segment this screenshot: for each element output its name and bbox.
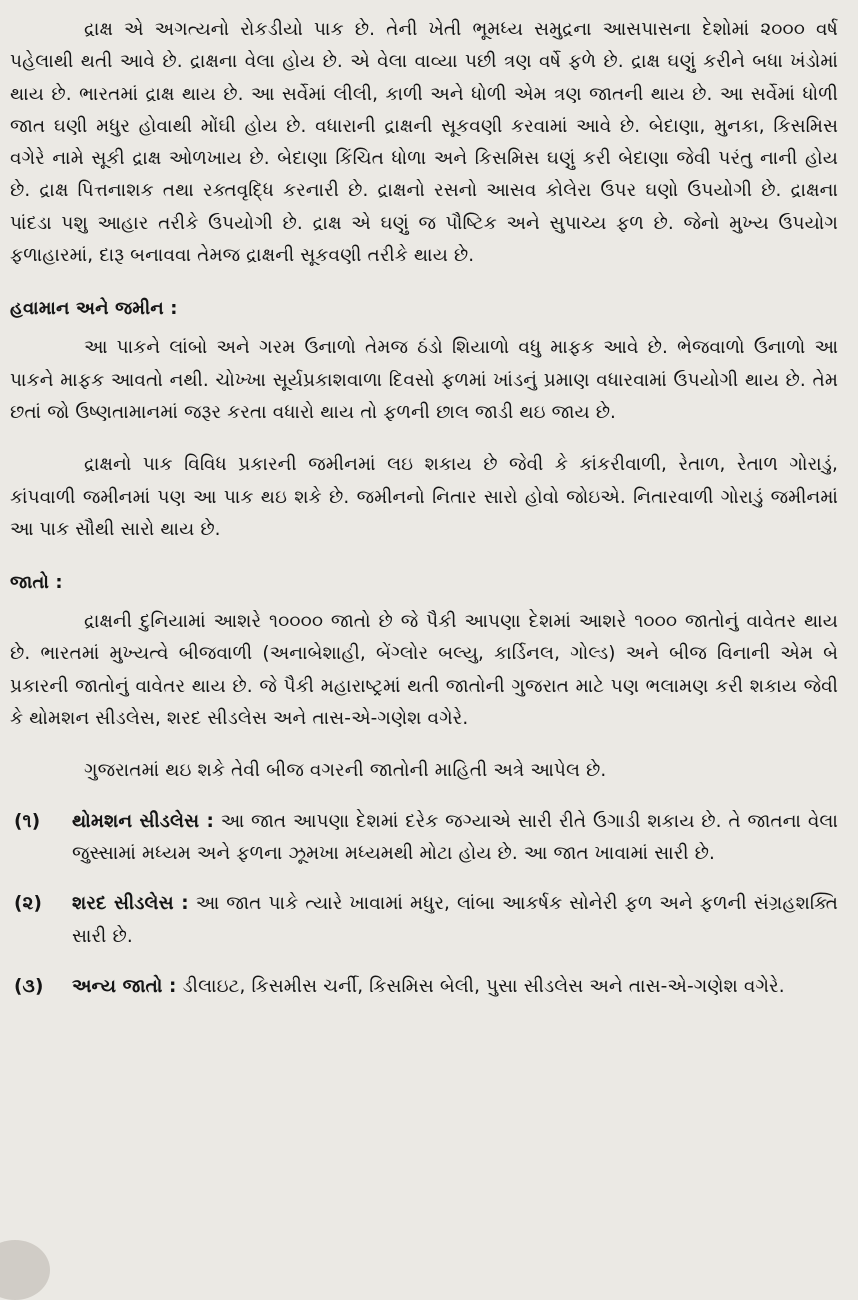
variety-description: આ જાત આપણા દેશમાં દરેક જગ્યાએ સારી રીતે ઉગાડી શકાય છે. તે જાતના વેલા જુસ્સામાં મધ્યમ અને ફળના ઝૂમખા મધ્યમથી મોટા હોય છે. આ જાત ખાવામાં સારી છે. [72,810,838,864]
variety-name: થોમશન સીડલેસ : [72,810,214,832]
list-item [10,888,838,953]
climate-heading: હવામાન અને જમીન : [10,298,178,320]
variety-description: આ જાત પાકે ત્યારે ખાવામાં મધુર, લાંબા આકર્ષક સોનેરી ફળ અને ફળની સંગ્રહશક્તિ સારી છે. [72,893,838,947]
list-item-body [72,971,838,1003]
variety-name: શરદ સીડલેસ : [72,893,189,915]
varieties-paragraph-2: ગુજરાતમાં થઇ શકે તેવી બીજ વગરની જાતોની માહિતી અત્રે આપેલ છે. [84,760,607,782]
variety-name: અન્ય જાતો : [72,975,177,997]
list-item-number: (૨) [14,893,43,915]
varieties-paragraph-1: દ્રાક્ષની દુનિયામાં આશરે ૧૦૦૦૦ જાતો છે જે પૈકી આપણા દેશમાં આશરે ૧૦૦૦ જાતોનું વાવેતર થાય છે. ભારતમાં મુખ્યત્વે બીજવાળી (અનાબેશાહી, બેંગ્લોર બલ્યુ, કાર્ડિનલ, ગોલ્ડ) અને બીજ વિનાની એમ બે પ્રકારની જાતોનું વાવેતર થાય છે. જે પૈકી મહારાષ્ટ્રમાં થતી જાતોની ગુજરાત માટે પણ ભલામણ કરી શકાય જેવી કે થોમશન સીડલેસ, શરદ સીડલેસ અને તાસ-એ-ગણેશ વગેરે. [10,611,838,730]
document-page [10,14,838,1003]
soil-paragraph: દ્રાક્ષનો પાક વિવિધ પ્રકારની જમીનમાં લઇ શકાય છે જેવી કે કાંકરીવાળી, રેતાળ, રેતાળ ગોરાડું, કાંપવાળી જમીનમાં પણ આ પાક થઇ શકે છે. જમીનનો નિતાર સારો હોવો જોઇએ. નિતારવાળી ગોરાડું જમીનમાં આ પાક સૌથી સારો થાય છે. [10,454,838,540]
list-item [10,971,838,1003]
climate-paragraph-1: આ પાકને લાંબો અને ગરમ ઉનાળો તેમજ ઠંડો શિયાળો વધુ માફક આવે છે. ભેજવાળો ઉનાળો આ પાકને માફક આવતો નથી. ચોખ્ખા સૂર્યપ્રકાશવાળા દિવસો ફળમાં ખાંડનું પ્રમાણ વધારવામાં ઉપયોગી થાય છે. તેમ છતાં જો ઉષ્ણતામાનમાં જરૂર કરતા વધારો થાય તો ફળની છાલ જાડી થઇ જાય છે. [10,337,838,423]
page-edge-shadow [0,1240,50,1300]
list-item-number: (૧) [14,810,41,832]
variety-description: ડીલાઇટ, કિસમીસ ચર્ની, કિસમિસ બેલી, પુસા સીડલેસ અને તાસ-એ-ગણેશ વગેરે. [176,975,785,997]
list-item-body [72,806,838,871]
list-item-number: (૩) [14,975,44,997]
list-item-body [72,888,838,953]
list-item [10,806,838,871]
varieties-heading: જાતો : [10,572,63,594]
intro-paragraph: દ્રાક્ષ એ અગત્યનો રોકડીયો પાક છે. તેની ખેતી ભૂમધ્ય સમુદ્રના આસપાસના દેશોમાં ૨૦૦૦ વર્ષ પહેલાથી થતી આવે છે. દ્રાક્ષના વેલા હોય છે. એ વેલા વાવ્યા પછી ત્રણ વર્ષે ફળે છે. દ્રાક્ષ ઘણું કરીને બધા ખંડોમાં થાય છે. ભારતમાં દ્રાક્ષ થાય છે. આ સર્વેમાં લીલી, કાળી અને ધોળી એમ ત્રણ જાતની થાય છે. આ સર્વેમાં ધોળી જાત ઘણી મધુર હોવાથી મોંઘી હોય છે. વધારાની દ્રાક્ષની સૂકવણી કરવામાં આવે છે. બેદાણા, મુનકા, કિસમિસ વગેરે નામે સૂકી દ્રાક્ષ ઓળખાય છે. બેદાણા કિંચિત ધોળા અને કિસમિસ ઘણું કરી બેદાણા જેવી પરંતુ નાની હોય છે. દ્રાક્ષ પિત્તનાશક તથા રક્તવૃદ્ધિ કરનારી છે. દ્રાક્ષનો રસનો આસવ કોલેરા ઉપર ઘણો ઉપયોગી છે. દ્રાક્ષના પાંદડા પશુ આહાર તરીકે ઉપયોગી છે. દ્રાક્ષ એ ઘણું જ પૌષ્ટિક અને સુપાચ્ય ફળ છે. જેનો મુખ્ય ઉપયોગ ફળાહારમાં, દારૂ બનાવવા તેમજ દ્રાક્ષની સૂકવણી તરીકે થાય છે. [10,19,838,267]
